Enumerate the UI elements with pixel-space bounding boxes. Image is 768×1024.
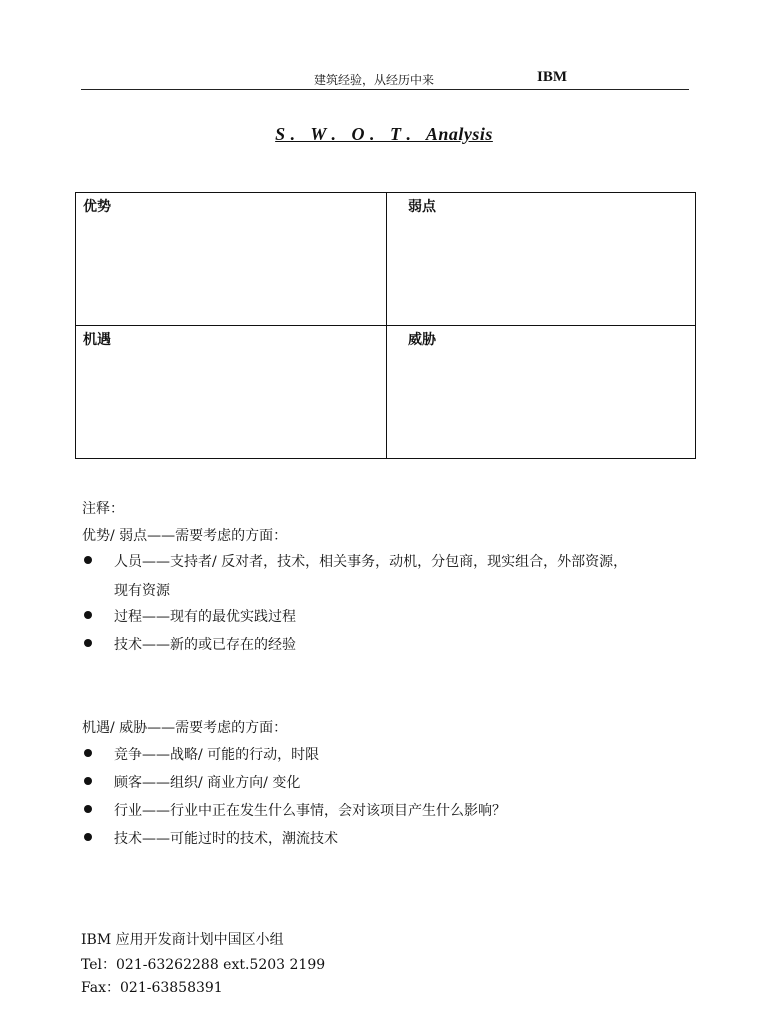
header-slogan: 建筑经验，从经历中来 — [314, 73, 435, 87]
bullet-icon — [84, 777, 92, 785]
page-title — [0, 124, 768, 145]
ot-item-4: 技术——可能过时的技术，潮流技术 — [114, 831, 338, 847]
threats-label: 威胁 — [408, 332, 436, 348]
ot-item-1: 竞争——战略/ 可能的行动，时限 — [114, 747, 320, 763]
strengths-cell — [76, 193, 387, 326]
footer-tel: Tel：021-63262288 ext.5203 2199 — [81, 957, 326, 973]
sw-item-3: 技术——新的或已存在的经验 — [114, 637, 296, 653]
header-brand: IBM — [537, 69, 567, 85]
bullet-icon — [84, 833, 92, 841]
threats-cell — [387, 326, 695, 458]
bullet-icon — [84, 639, 92, 647]
notes-label: 注释： — [82, 501, 124, 517]
sw-item-1-cont: 现有资源 — [114, 583, 170, 599]
opportunities-cell — [76, 326, 387, 458]
swot-table — [75, 192, 696, 459]
ot-item-2: 顾客——组织/ 商业方向/ 变化 — [114, 775, 301, 791]
ot-item-3: 行业——行业中正在发生什么事情，会对该项目产生什么影响？ — [114, 803, 506, 819]
page-title-text: S . W . O . T . Analysis — [275, 124, 493, 144]
bullet-icon — [84, 611, 92, 619]
bullet-icon — [84, 749, 92, 757]
bullet-icon — [84, 805, 92, 813]
footer-fax: Fax：021-63858391 — [81, 980, 223, 996]
opportunities-label: 机遇 — [83, 332, 111, 348]
sw-item-2: 过程——现有的最优实践过程 — [114, 609, 296, 625]
sw-item-1: 人员——支持者/ 反对者，技术，相关事务，动机，分包商，现实组合，外部资源， — [114, 554, 628, 570]
bullet-icon — [84, 556, 92, 564]
ot-heading: 机遇/ 威胁——需要考虑的方面： — [82, 720, 288, 736]
footer-org: IBM 应用开发商计划中国区小组 — [81, 932, 284, 948]
weaknesses-cell — [387, 193, 695, 326]
weaknesses-label: 弱点 — [408, 199, 436, 215]
sw-heading: 优势/ 弱点——需要考虑的方面： — [82, 528, 288, 544]
header-divider — [81, 89, 689, 90]
strengths-label: 优势 — [83, 199, 111, 215]
